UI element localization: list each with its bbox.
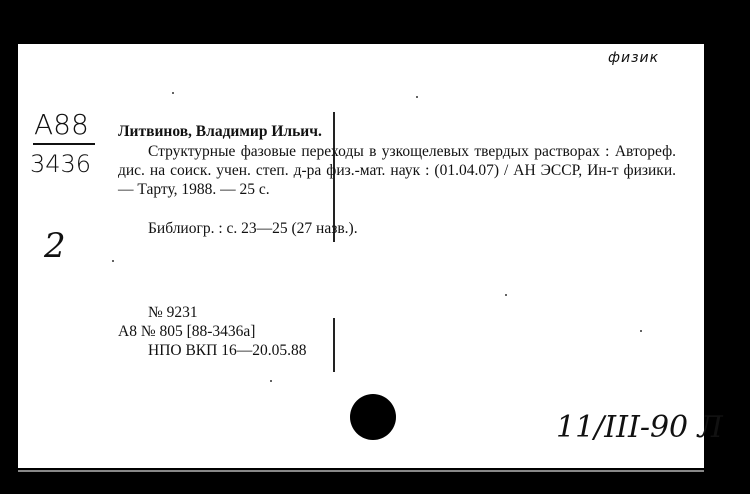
bibliography-note: Библиогр. : с. 23—25 (27 назв.).: [148, 220, 358, 237]
bibliographic-description: Структурные фазовые переходы в узкощелевых твердых растворах : Автореф. дис. на соиск. учен. степ. д-ра физ.-мат. наук : (01.04.07) / АН ЭССР, Ин-т физики. — Тарту, 1988. — 25 с.: [118, 143, 676, 198]
scan-speck: [505, 294, 507, 296]
author-heading: Литвинов, Владимир Ильич.: [118, 123, 322, 140]
call-number-top: А88: [34, 108, 89, 141]
call-number-divider: [33, 143, 95, 145]
card-edge: [18, 470, 704, 472]
shelf-number: А8 № 805 [88-3436а]: [118, 323, 256, 340]
scan-speck: [270, 380, 272, 382]
scan-speck: [640, 330, 642, 332]
registration-number: № 9231: [148, 304, 198, 321]
call-number-bottom: 3436: [30, 150, 92, 178]
typewriter-guide-line: [333, 318, 335, 372]
handwritten-subject-note: физик: [608, 50, 660, 66]
printing-imprint: НПО ВКП 16—20.05.88: [148, 342, 307, 359]
scan-speck: [112, 260, 114, 262]
copy-count-mark: 2: [44, 226, 66, 266]
card-punch-hole: [350, 394, 396, 440]
scan-speck: [172, 92, 174, 94]
scan-speck: [416, 96, 418, 98]
handwritten-date-mark: 11/III-90 Л: [556, 410, 723, 445]
